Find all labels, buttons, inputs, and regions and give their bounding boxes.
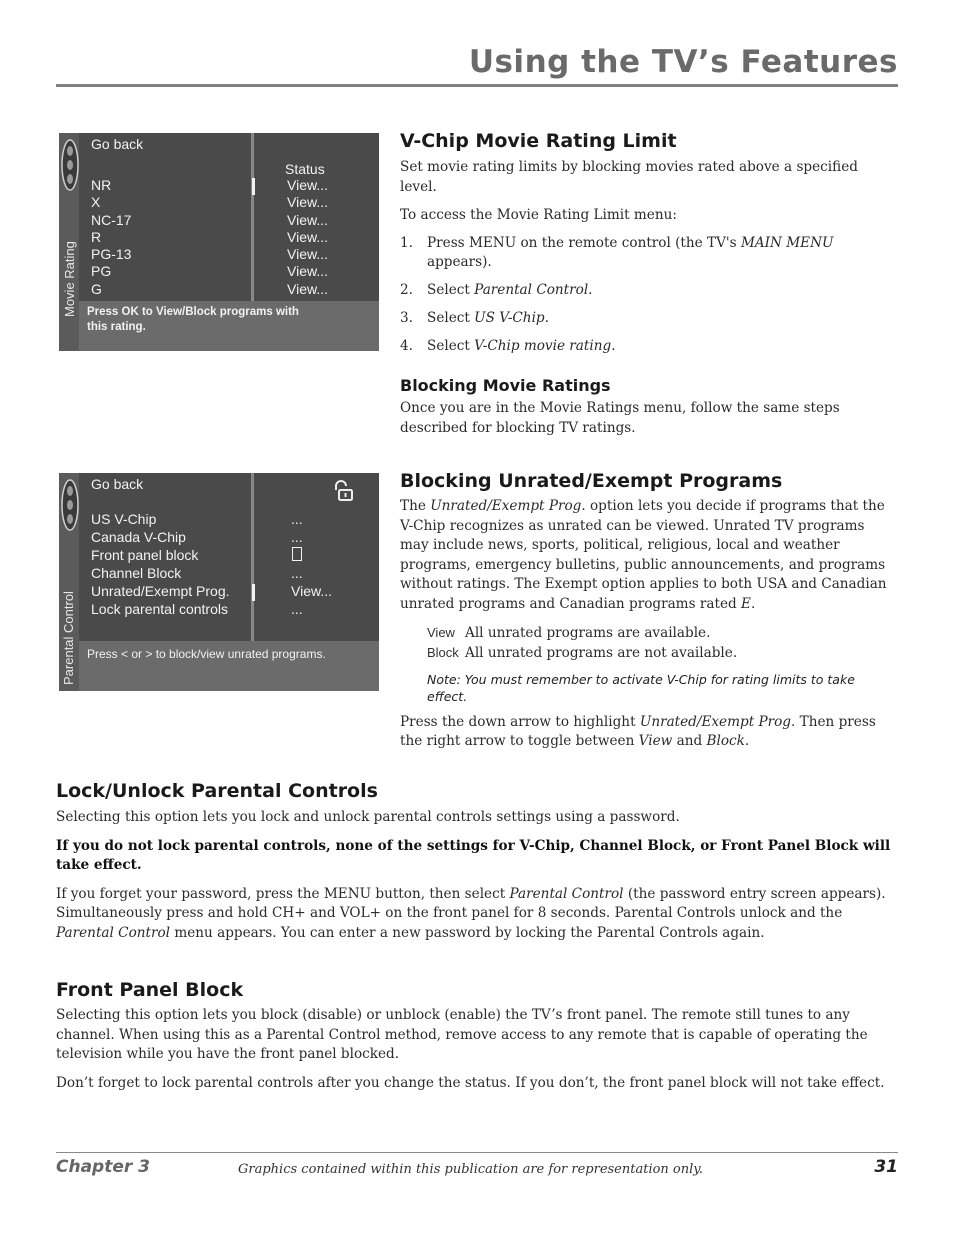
rating-item-r[interactable]: R bbox=[91, 229, 102, 245]
paragraph: To access the Movie Rating Limit menu: bbox=[400, 207, 677, 224]
section-heading-front-panel: Front Panel Block bbox=[56, 979, 244, 1001]
menu-column-divider bbox=[251, 473, 254, 641]
paragraph: The Unrated/Exempt Prog. option lets you decide if programs that the V-Chip recognizes as unrated can be viewed. Unrated TV programs may include news, sports, political, religious, local and weather programs, emergency bulletins, public announcements, and programs without ratings. The Exempt option applies to both USA and Canadian unrated programs and Canadian programs rated E. bbox=[400, 498, 887, 612]
title-rule bbox=[56, 84, 898, 87]
film-reel-icon bbox=[60, 137, 79, 193]
rating-status[interactable]: View... bbox=[287, 246, 328, 262]
menu-value[interactable]: ... bbox=[291, 529, 303, 545]
paragraph: If you forget your password, press the MENU button, then select Parental Control (the password entry screen appears). Simultaneously press and hold CH+ and VOL+ on the front panel for 8 seconds. Parental Controls unlock and the Parental Control menu appears. You can enter a new password by locking the Parental Controls again. bbox=[56, 885, 886, 941]
section-heading-blocking-movie: Blocking Movie Ratings bbox=[400, 376, 611, 395]
rating-item-pg13[interactable]: PG-13 bbox=[91, 246, 132, 262]
menu-item-canada-vchip[interactable]: Canada V-Chip bbox=[91, 529, 186, 545]
menu-side-label: Parental Control bbox=[61, 591, 76, 685]
page-title: Using the TV’s Features bbox=[468, 44, 898, 80]
go-back-item[interactable]: Go back bbox=[91, 136, 144, 152]
paragraph: Set movie rating limits by blocking movies rated above a specified level. bbox=[400, 159, 858, 195]
paragraph: Selecting this option lets you lock and unlock parental controls settings using a password. bbox=[56, 809, 680, 825]
option-line: Block All unrated programs are not available. bbox=[427, 645, 738, 662]
list-item: 2. Select Parental Control. bbox=[400, 282, 593, 299]
menu-value[interactable]: View... bbox=[291, 583, 332, 599]
option-line: View All unrated programs are available. bbox=[427, 624, 711, 641]
section-heading-unrated: Blocking Unrated/Exempt Programs bbox=[400, 470, 783, 492]
rating-status[interactable]: View... bbox=[287, 212, 328, 228]
rating-status[interactable]: View... bbox=[287, 281, 328, 297]
rating-status[interactable]: View... bbox=[287, 263, 328, 279]
go-back-item[interactable]: Go back bbox=[91, 476, 144, 492]
warning-paragraph: If you do not lock parental controls, none of the settings for V-Chip, Channel Block, or Front Panel Block will take effect. bbox=[56, 837, 891, 874]
menu-item-unrated-exempt[interactable]: Unrated/Exempt Prog. bbox=[91, 583, 230, 599]
paragraph: Selecting this option lets you block (disable) or unblock (enable) the TV’s front panel. The remote still tunes to any channel. When using this as a Parental Control method, remove access to any remote that is capable of operating the television while you have the front panel blocked. bbox=[56, 1007, 868, 1063]
menu-hint-text: Press < or > to block/view unrated programs. bbox=[87, 647, 326, 661]
list-item: 4. Select V-Chip movie rating. bbox=[400, 338, 616, 355]
footer-rule bbox=[56, 1152, 898, 1153]
menu-item-front-panel-block[interactable]: Front panel block bbox=[91, 547, 199, 563]
paragraph: Don’t forget to lock parental controls after you change the status. If you don’t, the front panel block will not take effect. bbox=[56, 1074, 885, 1091]
rating-item-g[interactable]: G bbox=[91, 281, 102, 297]
paragraph: Once you are in the Movie Ratings menu, follow the same steps described for blocking TV ratings. bbox=[400, 400, 840, 436]
unlocked-padlock-icon bbox=[331, 479, 355, 503]
note-text: Note: You must remember to activate V-Chip for rating limits to take effect. bbox=[427, 671, 855, 704]
film-reel-icon bbox=[60, 477, 79, 533]
list-item: 3. Select US V-Chip. bbox=[400, 310, 549, 327]
rating-item-nc17[interactable]: NC-17 bbox=[91, 212, 132, 228]
parental-control-menu-screenshot bbox=[59, 473, 379, 691]
empty-checkbox-icon[interactable] bbox=[292, 547, 302, 561]
footer-disclaimer: Graphics contained within this publication are for representation only. bbox=[238, 1162, 704, 1177]
menu-item-lock-parental[interactable]: Lock parental controls bbox=[91, 601, 228, 617]
menu-value[interactable]: ... bbox=[291, 511, 303, 527]
rating-status[interactable]: View... bbox=[287, 229, 328, 245]
list-item: 1. Press MENU on the remote control (the TV's MAIN MENU appears). bbox=[400, 234, 834, 271]
menu-hint-text: this rating. bbox=[87, 321, 146, 333]
section-heading-lock-unlock: Lock/Unlock Parental Controls bbox=[56, 780, 378, 802]
movie-rating-menu-screenshot bbox=[59, 133, 379, 351]
menu-side-label: Movie Rating bbox=[62, 241, 77, 317]
page-number: 31 bbox=[874, 1157, 898, 1177]
option-label: View bbox=[427, 624, 455, 640]
status-header: Status bbox=[285, 161, 325, 177]
footer-chapter: Chapter 3 bbox=[56, 1157, 151, 1177]
selection-cursor bbox=[252, 178, 255, 195]
rating-status[interactable]: View... bbox=[287, 177, 328, 193]
section-heading-vchip-movie: V-Chip Movie Rating Limit bbox=[400, 130, 677, 152]
menu-value[interactable]: ... bbox=[291, 601, 303, 617]
option-label: Block bbox=[427, 645, 459, 661]
menu-value[interactable]: ... bbox=[291, 565, 303, 581]
menu-column-divider bbox=[251, 133, 254, 301]
steps-list bbox=[400, 234, 898, 357]
rating-status[interactable]: View... bbox=[287, 194, 328, 210]
selection-cursor bbox=[252, 584, 255, 601]
paragraph: Press the down arrow to highlight Unrated/Exempt Prog. Then press the right arrow to toggle between View and Block. bbox=[400, 713, 876, 750]
menu-item-us-vchip[interactable]: US V-Chip bbox=[91, 511, 157, 527]
menu-hint-text: Press OK to View/Block programs with bbox=[87, 306, 299, 318]
rating-item-x[interactable]: X bbox=[91, 194, 101, 210]
menu-item-channel-block[interactable]: Channel Block bbox=[91, 565, 182, 581]
rating-item-nr[interactable]: NR bbox=[91, 177, 112, 193]
rating-item-pg[interactable]: PG bbox=[91, 263, 112, 279]
